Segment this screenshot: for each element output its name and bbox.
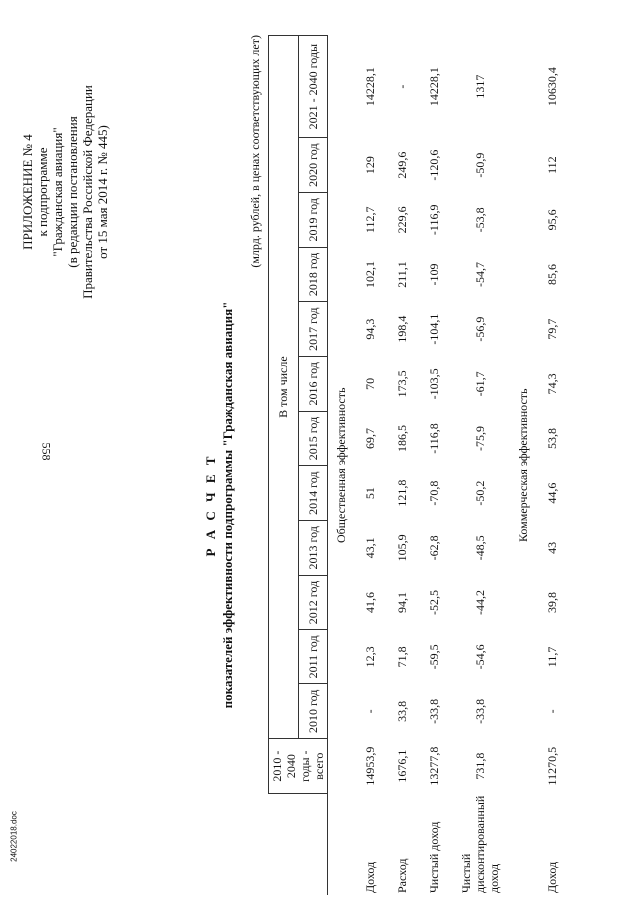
table-cell: -53,8: [473, 207, 487, 233]
document-subtitle: показателей эффективности подпрограммы "Гражданская авиация": [220, 301, 235, 709]
table-cell: -120,6: [427, 149, 441, 181]
table-cell: 14228,1: [363, 67, 377, 107]
appendix-line: "Гражданская авиация": [50, 127, 65, 257]
units-note: (млрд. рублей, в ценах соответствующих лет): [248, 35, 262, 268]
table-cell: 53,8: [545, 428, 559, 449]
table-cell: 1317: [473, 74, 487, 99]
table-body: [328, 36, 569, 896]
year-header: 2018 год: [298, 247, 328, 302]
year-header: 2021 - 2040 годы: [298, 36, 328, 138]
table-cell: 11,7: [545, 646, 559, 668]
year-header: 2017 год: [298, 302, 328, 357]
table-cell: 105,9: [395, 534, 409, 562]
table-cell: 12,3: [363, 646, 377, 668]
table-cell: 41,6: [363, 592, 377, 614]
table-cell: -59,5: [427, 644, 441, 670]
header-group-in-including: В том числе: [269, 36, 299, 739]
table-cell: 69,7: [363, 428, 377, 449]
table-cell: 39,8: [545, 592, 559, 614]
table-cell: -104,1: [427, 313, 441, 345]
appendix-header: [20, 27, 110, 357]
document-title: Р А С Ч Е Т: [203, 453, 218, 557]
year-header: 2010 год: [298, 684, 328, 739]
table-row: [386, 36, 418, 896]
table-row: [418, 36, 450, 896]
table-cell: -75,9: [473, 426, 487, 451]
appendix-line: Правительства Российской Федерации: [80, 85, 95, 299]
table-row: [536, 36, 568, 896]
appendix-line: от 15 мая 2014 г. № 445): [95, 125, 110, 259]
year-header: 2014 год: [298, 466, 328, 521]
table-cell: 70: [363, 377, 377, 390]
table-cell: 102,1: [363, 260, 377, 288]
header-blank-cell: [269, 794, 328, 895]
table-cell: -44,2: [473, 590, 487, 616]
year-header: 2019 год: [298, 192, 328, 247]
year-header: 2011 год: [298, 630, 328, 684]
table-cell: -61,7: [473, 371, 487, 397]
table-cell: -54,7: [473, 261, 487, 287]
table-row: [450, 36, 510, 896]
table-cell: 51: [363, 487, 377, 500]
year-header: 2016 год: [298, 356, 328, 411]
row-total: 11270,5: [545, 746, 559, 786]
table-cell: -116,8: [427, 423, 441, 454]
table-cell: 74,3: [545, 373, 559, 395]
table-cell: -56,9: [473, 316, 487, 342]
table-cell: -50,9: [473, 152, 487, 178]
table-cell: 94,1: [395, 592, 409, 614]
table-cell: 14228,1: [427, 67, 441, 107]
table-cell: 43,1: [363, 537, 377, 559]
year-header: 2012 год: [298, 575, 328, 630]
year-header: 2020 год: [298, 138, 328, 193]
section-title: Коммерческая эффективность: [516, 388, 530, 543]
header-total-years: 2010 - 2040 годы - всего: [269, 739, 328, 794]
table-cell: 33,8: [395, 700, 409, 722]
appendix-line: (в редакции постановления: [65, 116, 80, 268]
row-label: Чистый дисконтированный доход: [459, 795, 501, 893]
table-cell: -62,8: [427, 535, 441, 561]
table-cell: 249,6: [395, 151, 409, 179]
table-cell: -: [363, 709, 377, 714]
table-cell: -: [395, 84, 409, 89]
table-row: [354, 36, 386, 896]
row-label: Доход: [545, 861, 559, 893]
table-cell: -70,8: [427, 480, 441, 506]
table-cell: -109: [427, 263, 441, 286]
table-cell: 129: [363, 156, 377, 175]
table-cell: 173,5: [395, 370, 409, 398]
table-cell: 43: [545, 541, 559, 554]
table-cell: -48,5: [473, 535, 487, 561]
table-cell: 94,3: [363, 318, 377, 340]
table-cell: 186,5: [395, 425, 409, 452]
table-cell: 10630,4: [545, 67, 559, 107]
table-cell: -50,2: [473, 480, 487, 506]
row-label: Расход: [395, 858, 409, 893]
row-label: Чистый доход: [427, 821, 441, 893]
row-total: 13277,8: [427, 746, 441, 786]
row-label: Доход: [363, 861, 377, 893]
table-cell: -33,8: [473, 698, 487, 724]
table-cell: -52,5: [427, 590, 441, 616]
section-title: Общественная эффективность: [334, 387, 348, 543]
table-cell: 79,7: [545, 318, 559, 340]
section-row: [510, 36, 536, 896]
rotated-page-content: [20, 15, 600, 895]
table-cell: -54,6: [473, 644, 487, 670]
table-cell: 95,6: [545, 209, 559, 231]
row-total: 14953,9: [363, 746, 377, 786]
table-cell: 112,7: [363, 206, 377, 234]
table-cell: -116,9: [427, 204, 441, 236]
table-cell: 44,6: [545, 482, 559, 504]
footer-file-code: 24022018.doc: [9, 811, 19, 862]
table-cell: 71,8: [395, 646, 409, 668]
table-cell: 85,6: [545, 263, 559, 285]
table-cell: 198,4: [395, 315, 409, 343]
table-cell: 121,8: [395, 479, 409, 507]
row-total: 731,8: [473, 752, 487, 780]
row-total: 1676,1: [395, 749, 409, 783]
table-cell: 211,1: [395, 261, 409, 288]
table-cell: -33,8: [427, 698, 441, 724]
appendix-line: к подпрограмме: [35, 147, 50, 237]
table-cell: -: [545, 709, 559, 714]
year-header: 2015 год: [298, 411, 328, 466]
table-cell: -103,5: [427, 368, 441, 400]
section-row: [328, 36, 355, 896]
year-header: 2013 год: [298, 521, 328, 576]
table-cell: 229,6: [395, 206, 409, 234]
page-number: 558: [39, 442, 54, 461]
table-cell: 112: [545, 156, 559, 174]
appendix-line: ПРИЛОЖЕНИЕ № 4: [20, 134, 35, 250]
efficiency-table: [268, 35, 568, 895]
